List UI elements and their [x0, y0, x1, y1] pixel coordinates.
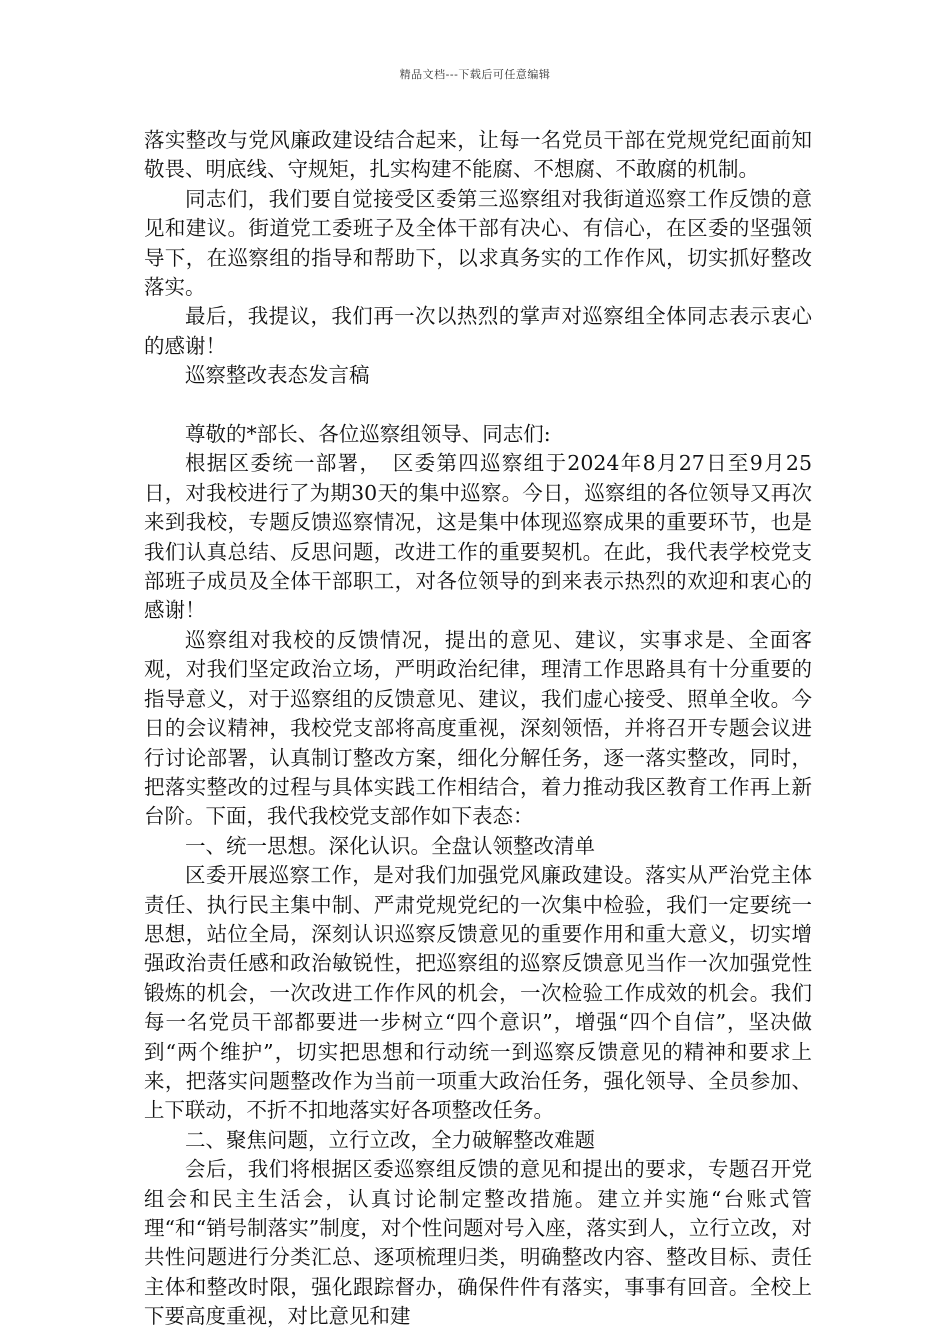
paragraph-closing-thanks: 最后，我提议，我们再一次以热烈的掌声对巡察组全体同志表示衷心的感谢！ — [144, 304, 812, 358]
section-heading-2: 二、聚焦问题，立行立改，全力破解整改难题 — [185, 1127, 595, 1152]
document-title: 巡察整改表态发言稿 — [185, 363, 370, 388]
salutation: 尊敬的*部长、各位巡察组领导、同志们: — [185, 422, 551, 447]
paragraph-section-2: 会后，我们将根据区委巡察组反馈的意见和提出的要求，专题召开党组会和民主生活会，认真讨论制定整改措施。建立并实施“台账式管理“和“销号制落实”制度，对个性问题对号入座，落实到人，立行立改，对共性问题进行分类汇总、逐项梳理归类，明确整改内容、整改目标、责任主体和整改时限，强化跟踪督办，确保件件有落实，事事有回音。全校上下要高度重视，对比意见和建 — [144, 1157, 812, 1329]
paragraph-comrades: 同志们，我们要自觉接受区委第三巡察组对我街道巡察工作反馈的意见和建议。街道党工委班子及全体干部有决心、有信心，在区委的坚强领导下，在巡察组的指导和帮助下，以求真务实的工作作风，切实抓好整改落实。 — [144, 186, 812, 300]
blank-line — [144, 391, 812, 420]
paragraph-background: 根据区委统一部署， 区委第四巡察组于2024年8月27日至9月25日，对我校进行了为期30天的集中巡察。今日，巡察组的各位领导又再次来到我校，专题反馈巡察情况，这是集中体现巡察成果的重要环节，也是我们认真总结、反思问题，改进工作的重要契机。在此，我代表学校党支部班子成员及全体干部职工，对各位领导的到来表示热烈的欢迎和衷心的感谢！ — [144, 451, 812, 623]
paragraph-feedback: 巡察组对我校的反馈情况，提出的意见、建议，实事求是、全面客观，对我们坚定政治立场，严明政治纪律，理清工作思路具有十分重要的指导意义，对于巡察组的反馈意见、建议，我们虚心接受、照单全收。今日的会议精神，我校党支部将高度重视，深刻领悟，并将召开专题会议进行讨论部署，认真制订整改方案，细化分解任务，逐一落实整改，同时，把落实整改的过程与具体实践工作相结合，着力推动我区教育工作再上新台阶。下面，我代我校党支部作如下表态： — [144, 627, 812, 829]
document-body — [144, 126, 812, 1332]
section-heading-1: 一、统一思想。深化认识。全盘认领整改清单 — [185, 833, 595, 858]
page-header: 精品文档---下载后可任意编辑 — [399, 68, 551, 81]
paragraph-section-1: 区委开展巡察工作，是对我们加强党风廉政建设。落实从严治党主体责任、执行民主集中制、严肃党规党纪的一次集中检验，我们一定要统一思想，站位全局，深刻认识巡察反馈意见的重要作用和重大意义，切实增强政治责任感和政治敏锐性，把巡察组的巡察反馈意见当作一次加强党性锻炼的机会，一次改进工作作风的机会，一次检验工作成效的机会。我们每一名党员干部都要进一步树立“四个意识”，增强“四个自信”，坚决做到“两个维护”，切实把思想和行动统一到巡察反馈意见的精神和要求上来，把落实问题整改作为当前一项重大政治任务，强化领导、全员参加、上下联动，不折不扣地落实好各项整改任务。 — [144, 863, 812, 1123]
paragraph-continuation: 落实整改与党风廉政建设结合起来，让每一名党员干部在党规党纪面前知敬畏、明底线、守规矩，扎实构建不能腐、不想腐、不敢腐的机制。 — [144, 128, 812, 182]
